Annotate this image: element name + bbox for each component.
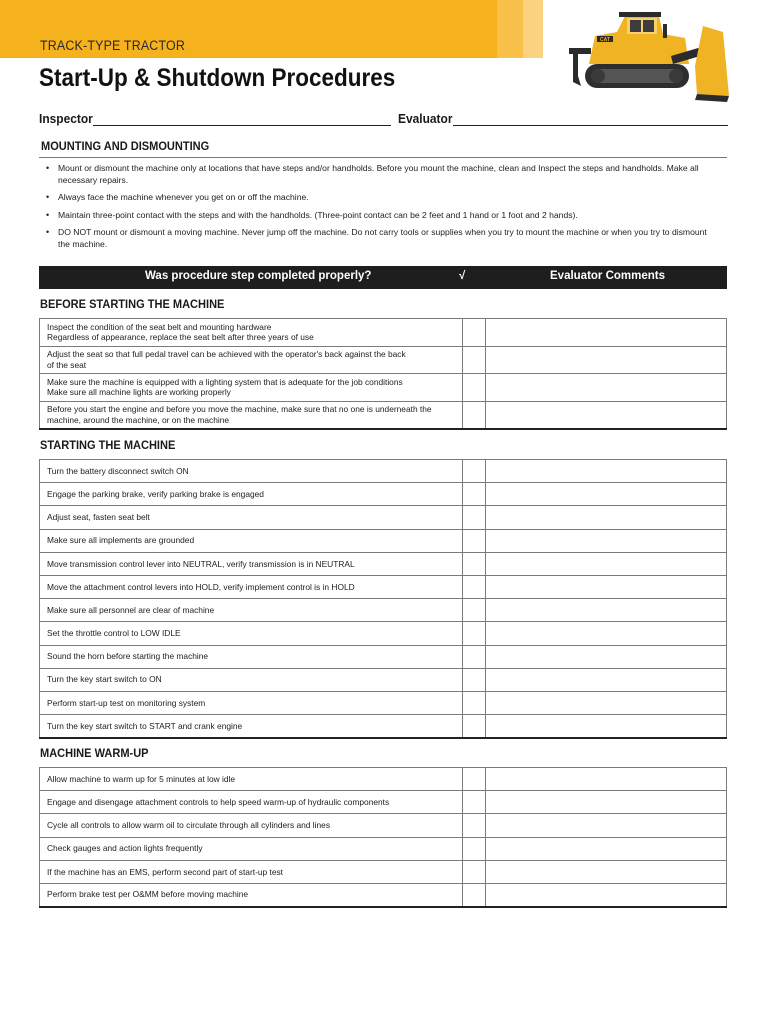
evaluator-comment-cell[interactable] [486, 401, 727, 429]
completed-check-cell[interactable] [463, 483, 486, 506]
procedure-step [40, 346, 463, 374]
completed-check-cell[interactable] [463, 599, 486, 622]
procedure-step [40, 837, 463, 860]
procedure-step-line: machine, around the machine, or on the machine [47, 414, 230, 425]
evaluator-comment-cell[interactable] [486, 346, 727, 374]
table-row [40, 599, 727, 622]
completed-check-cell[interactable] [463, 346, 486, 374]
evaluator-comment-cell[interactable] [486, 837, 727, 860]
table-row [40, 691, 727, 714]
section-heading: STARTING THE MACHINE [40, 438, 176, 452]
completed-check-cell[interactable] [463, 374, 486, 402]
track-type-tractor-image [567, 6, 733, 110]
table-header-bar [39, 266, 727, 289]
procedure-step-line: Make sure all personnel are clear of machine [47, 604, 215, 615]
evaluator-comment-cell[interactable] [486, 860, 727, 883]
completed-check-cell[interactable] [463, 768, 486, 791]
procedure-step-line: of the seat [47, 359, 87, 370]
procedure-step-line: Cycle all controls to allow warm oil to circulate through all cylinders and lines [47, 820, 331, 831]
procedure-step [40, 575, 463, 598]
table-row [40, 668, 727, 691]
evaluator-comment-cell[interactable] [486, 622, 727, 645]
procedure-step [40, 483, 463, 506]
table-row [40, 860, 727, 883]
list-item: • DO NOT mount or dismount a moving machine. Never jump off the machine. Do not carry tools or supplies when you try to mount the machine or when you try to dismount the machine. [44, 227, 714, 250]
table-row [40, 645, 727, 668]
procedure-step-line: Make sure the machine is equipped with a lighting system that is adequate for the job conditions [47, 376, 403, 387]
procedure-step-line: Perform brake test per O&MM before moving machine [47, 889, 249, 900]
procedure-step-line: Sound the horn before starting the machine [47, 651, 209, 662]
evaluator-comment-cell[interactable] [486, 460, 727, 483]
procedure-step [40, 552, 463, 575]
procedure-step-line: Inspect the condition of the seat belt and mounting hardware [47, 321, 272, 332]
procedure-step-line: Make sure all machine lights are working properly [47, 387, 231, 398]
table-row [40, 768, 727, 791]
completed-check-cell[interactable] [463, 319, 486, 347]
mounting-bullet-list [44, 163, 714, 256]
header-stripe [497, 0, 523, 58]
svg-text:CAT: CAT [600, 37, 610, 43]
evaluator-comment-cell[interactable] [486, 791, 727, 814]
section-heading: BEFORE STARTING THE MACHINE [40, 297, 225, 311]
table-row [40, 575, 727, 598]
completed-check-cell[interactable] [463, 883, 486, 906]
procedure-step-line: Check gauges and action lights frequently [47, 843, 203, 854]
completed-check-cell[interactable] [463, 529, 486, 552]
procedure-step-line: Move the attachment control levers into HOLD, verify implement control is in HOLD [47, 581, 355, 592]
comments-header: Evaluator Comments [550, 270, 666, 282]
table-row [40, 715, 727, 738]
evaluator-comment-cell[interactable] [486, 529, 727, 552]
procedure-step-line: Allow machine to warm up for 5 minutes at low idle [47, 773, 236, 784]
procedure-step-line: Move transmission control lever into NEUTRAL, verify transmission is in NEUTRAL [47, 558, 355, 569]
completed-check-cell[interactable] [463, 715, 486, 738]
procedure-step-line: Make sure all implements are grounded [47, 535, 195, 546]
table-row [40, 506, 727, 529]
procedure-step-line: Adjust seat, fasten seat belt [47, 512, 150, 523]
procedure-step-line: Set the throttle control to LOW IDLE [47, 628, 181, 639]
procedure-step [40, 645, 463, 668]
completed-check-cell[interactable] [463, 506, 486, 529]
procedure-step [40, 814, 463, 837]
series-label: TRACK-TYPE TRACTOR [40, 38, 186, 53]
page-title: Start-Up & Shutdown Procedures [39, 64, 396, 92]
header-stripe [523, 0, 543, 58]
question-header: Was procedure step completed properly? [145, 270, 372, 282]
divider [39, 157, 727, 158]
evaluator-comment-cell[interactable] [486, 715, 727, 738]
procedure-step [40, 691, 463, 714]
procedure-step-line: Regardless of appearance, replace the seat belt after three years of use [47, 332, 314, 343]
evaluator-comment-cell[interactable] [486, 691, 727, 714]
procedure-step-line: Adjust the seat so that full pedal travel can be achieved with the operator's back against the back [47, 349, 406, 360]
completed-check-cell[interactable] [463, 814, 486, 837]
procedure-step [40, 860, 463, 883]
procedure-step [40, 529, 463, 552]
completed-check-cell[interactable] [463, 552, 486, 575]
table-row [40, 883, 727, 906]
completed-check-cell[interactable] [463, 622, 486, 645]
procedure-step-line: Before you start the engine and before you move the machine, make sure that no one is underneath the [47, 403, 432, 414]
evaluator-comment-cell[interactable] [486, 374, 727, 402]
procedure-step [40, 622, 463, 645]
table-row [40, 346, 727, 374]
table-row [40, 401, 727, 429]
table-row [40, 552, 727, 575]
section-heading: MOUNTING AND DISMOUNTING [41, 139, 210, 153]
procedure-step [40, 401, 463, 429]
evaluator-comment-cell[interactable] [486, 575, 727, 598]
completed-check-cell[interactable] [463, 691, 486, 714]
completed-check-cell[interactable] [463, 791, 486, 814]
evaluator-comment-cell[interactable] [486, 768, 727, 791]
list-item: • Maintain three-point contact with the steps and with the handholds. (Three-point contact can be 2 feet and 1 hand or 1 foot and 2 hands). [44, 210, 714, 222]
completed-check-cell[interactable] [463, 460, 486, 483]
checklist-table-warm-up [39, 767, 727, 908]
checklist-table-starting [39, 459, 727, 739]
list-item: • Mount or dismount the machine only at locations that have steps and/or handholds. Before you mount the machine, clean and Inspect the steps and handholds. Make all necessary repairs. [44, 163, 714, 186]
procedure-step-line: Turn the battery disconnect switch ON [47, 465, 189, 476]
procedure-step-line: Turn the key start switch to START and crank engine [47, 720, 243, 731]
completed-check-cell[interactable] [463, 668, 486, 691]
procedure-step-line: Engage the parking brake, verify parking brake is engaged [47, 488, 264, 499]
completed-check-cell[interactable] [463, 860, 486, 883]
evaluator-comment-cell[interactable] [486, 483, 727, 506]
evaluator-comment-cell[interactable] [486, 599, 727, 622]
procedure-step-line: If the machine has an EMS, perform second part of start-up test [47, 866, 284, 877]
procedure-step-line: Perform start-up test on monitoring system [47, 697, 206, 708]
completed-check-cell[interactable] [463, 401, 486, 429]
evaluator-comment-cell[interactable] [486, 645, 727, 668]
evaluator-signature-line[interactable] [453, 125, 728, 126]
table-row [40, 374, 727, 402]
procedure-step [40, 460, 463, 483]
completed-check-cell[interactable] [463, 645, 486, 668]
procedure-step [40, 599, 463, 622]
table-row [40, 791, 727, 814]
procedure-step [40, 791, 463, 814]
evaluator-comment-cell[interactable] [486, 506, 727, 529]
section-heading: MACHINE WARM-UP [40, 746, 149, 760]
check-header: √ [459, 270, 466, 282]
inspector-signature-line[interactable] [93, 125, 391, 126]
table-row [40, 529, 727, 552]
procedure-step [40, 319, 463, 347]
evaluator-comment-cell[interactable] [486, 814, 727, 837]
table-row [40, 814, 727, 837]
procedure-step-line: Turn the key start switch to ON [47, 674, 162, 685]
evaluator-comment-cell[interactable] [486, 883, 727, 906]
table-row [40, 483, 727, 506]
evaluator-comment-cell[interactable] [486, 668, 727, 691]
evaluator-comment-cell[interactable] [486, 319, 727, 347]
table-row [40, 622, 727, 645]
inspector-label: Inspector [39, 111, 93, 126]
procedure-step [40, 883, 463, 906]
table-row [40, 460, 727, 483]
checklist-table-before-starting [39, 318, 727, 430]
evaluator-comment-cell[interactable] [486, 552, 727, 575]
procedure-step [40, 374, 463, 402]
procedure-step-line: Engage and disengage attachment controls to help speed warm-up of hydraulic components [47, 796, 390, 807]
completed-check-cell[interactable] [463, 575, 486, 598]
table-row [40, 837, 727, 860]
list-item: • Always face the machine whenever you get on or off the machine. [44, 192, 714, 204]
procedure-step [40, 506, 463, 529]
completed-check-cell[interactable] [463, 837, 486, 860]
table-row [40, 319, 727, 347]
procedure-step [40, 768, 463, 791]
procedure-step [40, 715, 463, 738]
evaluator-label: Evaluator [398, 111, 453, 126]
procedure-step [40, 668, 463, 691]
